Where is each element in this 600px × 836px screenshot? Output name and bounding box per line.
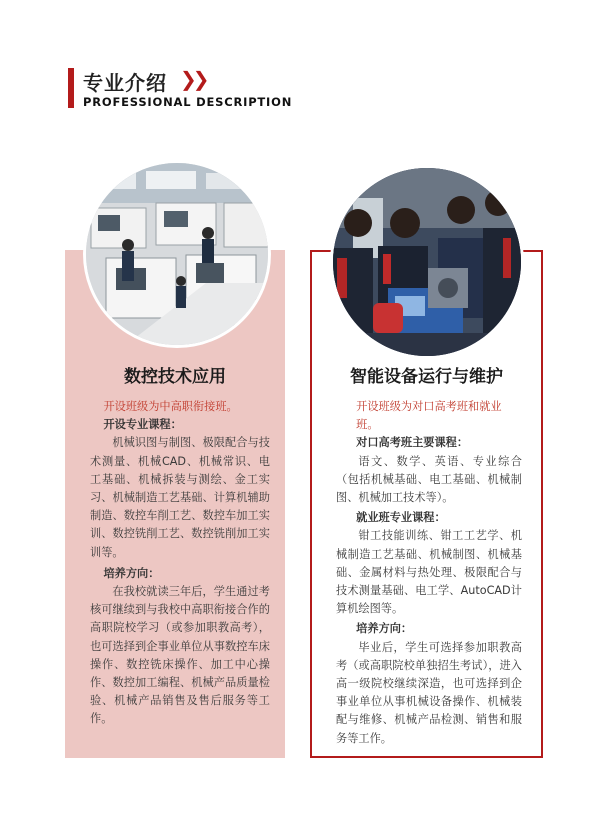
cnc-workshop-photo [83, 160, 271, 348]
left-courses-heading: 开设专业课程： [103, 418, 182, 432]
right-card-body [336, 398, 522, 748]
section-subtitle: PROFESSIONAL DESCRIPTION [83, 95, 293, 109]
left-card-title: 数控技术应用 [124, 367, 226, 387]
left-direction-heading: 培养方向： [103, 566, 160, 580]
left-card-body [90, 398, 270, 729]
left-direction-text: 在我校就读三年后，学生通过考核可继续到与我校中高职衔接合作的高职院校学习（或参加职教高考），也可选择到企事业单位从事数控车床操作、数控铣床操作、加工中心操作、数控加工编程、机械产品质量检验、机械产品销售及售后服务等工作。 [90, 585, 270, 726]
double-chevron-icon: ❯❯ [180, 67, 206, 91]
right-direction-heading: 培养方向： [356, 622, 413, 636]
right-class-level: 开设班级为对口高考班和就业班。 [356, 400, 502, 432]
header-accent-bar [68, 68, 74, 108]
right-gaokao-text: 语文、数学、英语、专业综合（包括机械基础、电工基础、机械制图、机械加工技术等）。 [336, 454, 522, 505]
equipment-maintenance-photo [330, 165, 524, 359]
right-card-title: 智能设备运行与维护 [350, 367, 503, 387]
right-jiuye-heading: 就业班专业课程： [356, 511, 446, 525]
left-courses-text: 机械识图与制图、极限配合与技术测量、机械CAD、机械常识、电工基础、机械拆装与测绘、金工实习、机械制造工艺基础、计算机辅助制造、数控车削工艺、数控车加工实训、数控铣削工艺、数控铣削加工实训等。 [90, 436, 270, 559]
right-gaokao-heading: 对口高考班主要课程： [356, 436, 469, 450]
section-title: 专业介绍 [83, 71, 167, 95]
left-class-level: 开设班级为中高职衔接班。 [103, 400, 238, 413]
right-jiuye-text: 钳工技能训练、钳工工艺学、机械制造工艺基础、机械制图、机械基础、金属材料与热处理、极限配合与技术测量基础、电工学、AutoCAD计算机绘图等。 [336, 529, 522, 616]
right-direction-text: 毕业后，学生可选择参加职教高考（或高职院校单独招生考试），进入高一级院校继续深造，也可选择到企事业单位从事机械设备操作、机械装配与维修、机械产品检测、销售和服务等工作。 [336, 640, 522, 745]
